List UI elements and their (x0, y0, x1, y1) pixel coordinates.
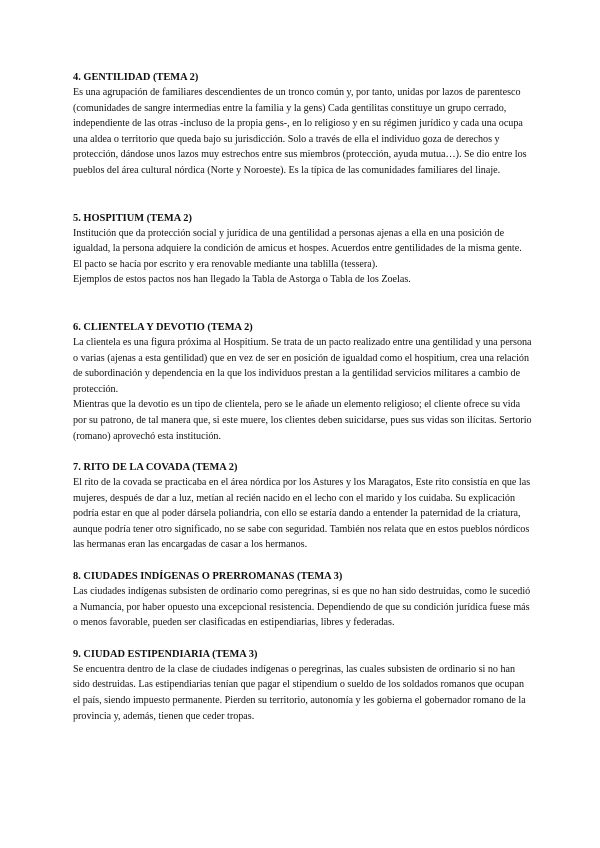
section-paragraph: Es una agrupación de familiares descendientes de un tronco común y, por tanto, unidas por lazos de parentesco (comunidades de sangre intermedias entre la familia y la gens) Cada gentilitas constituye un grupo cerrado, independiente de las otras -incluso de la propia gens-, en lo religioso y en su régimen jurídico y cada una ocupa una aldea o territorio que queda bajo su jurisdicción. Solo a través de ella el individuo goza de derechos y protección, dándose unos lazos muy estrechos entre sus miembros (protección, ayuda mutua…). Se dio entre los pueblos del área cultural nórdica (Norte y Noroeste). Es la típica de las comunidades familiares del linaje. (73, 87, 527, 176)
section-paragraph: Las ciudades indígenas subsisten de ordinario como peregrinas, si es que no han sido destruidas, como le sucedió a Numancia, por haber opuesto una excepcional resistencia. Dependiendo de que su condición jurídica fuese más o menos favorable, pueden ser clasificadas en estipendiarias, libres y federadas. (73, 586, 531, 629)
section-paragraph: El rito de la covada se practicaba en el área nórdica por los Astures y los Maragatos, Este rito consistía en que las mujeres, después de dar a luz, metían al recién nacido en el lecho con el marido y los cuidaba. Su explicación podría estar en que al poder dársela poliandria, con ello se estaría dando a entender la paternidad de la criatura, aunque podría tener otro significado, no se sabe con seguridad. También nos relata que en estos pueblos nórdicos las hermanas eran las encargadas de casar a los hermanos. (73, 477, 531, 551)
section-heading: 9. CIUDAD ESTIPENDIARIA (TEMA 3) (73, 648, 258, 660)
section-clientela-devotio (73, 320, 533, 444)
section-paragraph: Se encuentra dentro de la clase de ciudades indígenas o peregrinas, las cuales subsisten de ordinario si no han sido destruidas. Las estipendiarias tenían que pagar el stipendium o sueldo de los soldados romanos que ocupan el país, siendo impuesto permanente. Pierden su territorio, autonomía y les gobierna el gobernador romano de la provincia y, además, tienen que ceder tropas. (73, 663, 526, 722)
section-heading: 4. GENTILIDAD (TEMA 2) (73, 72, 199, 83)
section-ciudad-estipendiaria (73, 647, 533, 724)
section-gentilidad (73, 70, 533, 179)
section-paragraph: Ejemplos de estos pactos nos han llegado la Tabla de Astorga o Tabla de los Zoelas. (73, 274, 411, 286)
document-page (73, 70, 533, 724)
section-heading: 8. CIUDADES INDÍGENAS O PRERROMANAS (TEMA 3) (73, 571, 343, 583)
section-heading: 7. RITO DE LA COVADA (TEMA 2) (73, 462, 238, 474)
section-paragraph: La clientela es una figura próxima al Hospitium. Se trata de un pacto realizado entre una gentilidad y una persona o varias (ajenas a esta gentilidad) que en vez de ser en posición de igualdad como el hospitium, crea una relación de subordinación y dependencia en la que los individuos prestan a la gentilidad servicios militares a cambio de protección. (73, 336, 532, 395)
section-rito-covada (73, 460, 533, 553)
section-paragraph: Institución que da protección social y jurídica de una gentilidad a personas ajenas a ella en una posición de igualdad, la persona adquiere la condición de amicus et hospes. Acuerdos entre gentilidades de la misma gente. El pacto se hacía por escrito y era renovable mediante una tablilla (tessera). (73, 227, 522, 270)
section-hospitium (73, 211, 533, 288)
section-paragraph: Mientras que la devotio es un tipo de clientela, pero se le añade un elemento religioso; el cliente ofrece su vida por su patrono, de tal manera que, si este muere, los clientes deben suicidarse, pues sus vidas son ilícitas. Sertorio (romano) aprovechó esta institución. (73, 399, 532, 442)
section-heading: 5. HOSPITIUM (TEMA 2) (73, 212, 192, 224)
section-ciudades-indigenas (73, 569, 533, 631)
section-heading: 6. CLIENTELA Y DEVOTIO (TEMA 2) (73, 321, 253, 333)
